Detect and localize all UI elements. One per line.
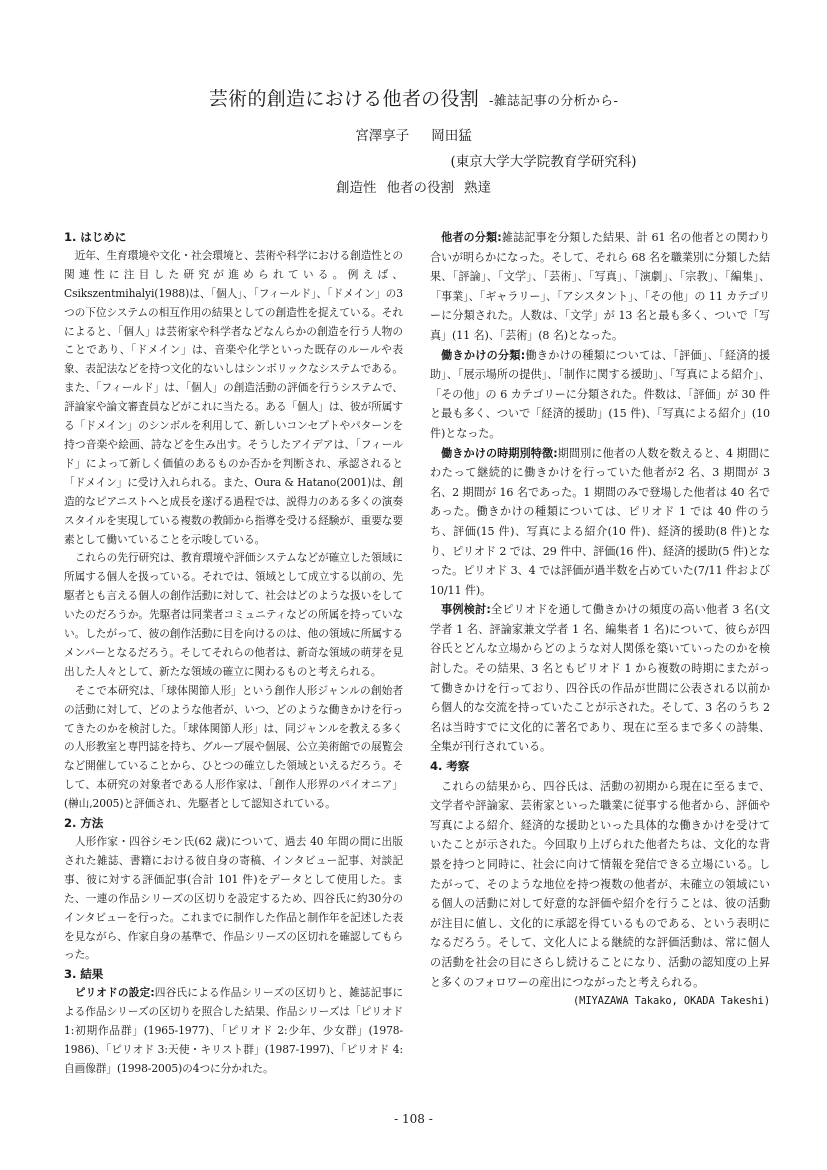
action-lead: 働きかけの分類: (441, 348, 526, 362)
keyword: 熟達 (464, 180, 491, 196)
period-paragraph (64, 984, 403, 1079)
section-heading-results: 3. 結果 (64, 967, 104, 982)
time-text: 期間別に他者の人数を数えると、4 期間にわたって継続的に働きかけを行っていた他者が2 名、3 期間が 3 名、2 期間が 16 名であった。1 期間のみで登場した他者は 40 名であった。働きかけの種類については、ピリオド 1 では 40 件のうち、評価(15 件)、写真による紹介(10 件)、経済的援助(8 件)となり、ピリオド 2 では、29 件中、評価(16 件)、経済的援助(5 件)となった。ピリオド 3、4 では評価が過半数を占めていた(7/11 件および 10/11 件)。 (430, 446, 770, 597)
action-paragraph (430, 346, 770, 444)
paper-title-line (0, 84, 827, 111)
keyword: 創造性 (336, 180, 377, 196)
intro-paragraph-3: そこで本研究は、「球体関節人形」という創作人形ジャンルの創始者の活動に対して、どのような他者が、いつ、どのような働きかけを行ってきたのかを検討した。「球体関節人形」は、同ジャンルを教える多くの人形教室と専門誌を持ち、グループ展や個展、公立美術館での展覧会など開催していることから、ひとつの確立した領域といえるだろう。そして、本研究の対象者である人形作家は、「創作人形界のパイオニア」(榊山,2005)と評価され、先駆者として認知されている。 (64, 683, 403, 811)
intro-paragraph-1: 近年、生育環境や文化・社会環境と、芸術や科学における創造性との関連性に注目した研究が進められている。例えば、Csikszentmihalyi(1988)は、「個人」、「フィールド」、「ドメイン」の3 つの下位システムの相互作用の結果としての創造性を捉えている。それによると、「個人」は芸術家や科学者などなんらかの創造を行う人物のことであり、「ドメイン」は、音楽や化学といった既存のルールや表象、表記法などを持つ文化的ないしはシンボリックなシステムである。また、「フィールド」は、「個人」の創造活動の評価を行うシステムで、評論家や論文審査員などがこれに当たる。ある「個人」は、彼が所属する「ドメイン」のシンボルを利用して、新しいコンセプトやパターンを持つ音楽や絵画、詩などを生み出す。そうしたアイデアは、「フィールド」によって新しく価値のあるものか否かを判断され、承認されると「ドメイン」に受け入れられる。また、Oura & Hatano(2001)は、創造的なピアニストへと成長を遂げる過程では、説得力のある多くの演奏スタイルを実現している複数の教師から指導を受ける経験が、重要な要素として働いていることを示唆している。 (64, 248, 403, 546)
action-text: 働きかけの種類については、「評価」、「経済的援助」、「展示場所の提供」、「制作に関する援助」、「写真による紹介」、「その他」の 6 カテゴリーに分類された。件数は、「評価」が 30 件と最も多く、ついで「経済的援助」(15 件)、「写真による紹介」(10 件)となった。 (430, 348, 770, 440)
author-name: 岡田猛 (431, 128, 472, 144)
section-heading-method: 2. 方法 (64, 816, 104, 831)
case-text: 全ピリオドを通して働きかけの頻度の高い他者 3 名(文学者 1 名、評論家兼文学者 1 名、編集者 1 名)について、彼らが四谷氏とどんな立場からどのような対人関係を築いていったのかを検討した。その結果、3 名ともピリオド 1 から複数の時期にまたがって働きかけを行っており、四谷氏の作品が世間に公表される以前から個人的な交流を持っていたことが示された。そして、3 名のうち 2 名は当時すでに文化的に著名であり、現在に至るまで多くの詩集、全集が刊行されている。 (430, 603, 770, 754)
case-paragraph (430, 600, 770, 757)
others-lead: 他者の分類: (441, 231, 502, 244)
author-signature: (MIYAZAWA Takako, OKADA Takeshi) (573, 995, 770, 1008)
page-number: - 108 - (394, 1112, 433, 1126)
others-paragraph (430, 228, 770, 346)
others-text: 雑誌記事を分類した結果、計 61 名の他者との関わり合いが明らかになった。そして、それら 68 名を職業別に分類した結果、「評論」、「文学」、「芸術」、「写真」、「演劇」、「宗教」、「編集」、「事業」、「ギャラリー」、「アシスタント」、「その他」の 11 カテゴリーに分類された。人数は、「文学」が 13 名と最も多く、ついで「写真」(11 名)、「芸術」(8 名)となった。 (430, 231, 770, 342)
discussion-paragraph: これらの結果から、四谷氏は、活動の初期から現在に至るまで、文学者や評論家、芸術家といった職業に従事する他者から、評価や写真による紹介、経済的な援助といった具体的な働きかけを受けていたことが示された。今回取り上げられた他者たちは、文化的な背景を持つと同時に、社会に向けて情報を発信できる立場にいる。したがって、そのような地位を持つ複数の他者が、未確立の領域にいる個人の活動に対して好意的な評価や紹介を行うことは、彼の活動が注目に値し、文化的に承認を得ているものである、という表明になるだろう。そして、文化人による継続的な評価活動は、常に個人の活動を社会の目にさらし続けることになり、活動の認知度の上昇と多くのフォロワーの産出につながったと考えられる。 (430, 779, 770, 989)
period-text: 四谷氏による作品シリーズの区切りと、雑誌記事による作品シリーズの区切りを照合した結果、作品シリーズは「ピリオド 1:初期作品群」(1965‐1977)、「ピリオド 2:少年、少女群」(1978‐1986)、「ピリオド 3:天使・キリスト群」(1987‐1997)、「ピリオド 4:自画像群」(1998‐2005)の4つに分かれた。 (64, 986, 404, 1075)
section-heading-discussion: 4. 考察 (430, 759, 470, 774)
paper-title: 芸術的創造における他者の役割 (208, 88, 480, 110)
right-column (430, 228, 770, 1012)
time-paragraph (430, 444, 770, 601)
period-lead: ピリオドの設定: (74, 986, 155, 1000)
intro-paragraph-2: これらの先行研究は、教育環境や評価システムなどが確立した領域に所属する個人を扱っている。それでは、領域として成立する以前の、先駆者とも言える個人の創作活動に対して、社会はどのような扱いをしていたのだろうか。先駆者は同業者コミュニティなどの所属を持っていない。したがって、彼の創作活動に目を向けるのは、他の領域に所属するメンバーとなるだろう。そしてそれらの他者は、新奇な領域の萌芽を見出した人々として、新たな領域の確立に関わるものと考えられる。 (64, 551, 403, 678)
time-lead: 働きかけの時期別特徴: (441, 446, 558, 460)
keyword: 他者の役割 (386, 180, 454, 196)
section-heading-intro: 1. はじめに (64, 230, 127, 244)
paper-subtitle: ‐雑誌記事の分析から‐ (489, 94, 619, 109)
keyword-list (0, 176, 827, 196)
case-lead: 事例検討: (441, 603, 491, 617)
left-column (64, 228, 403, 1079)
author-list (0, 124, 827, 144)
method-paragraph: 人形作家・四谷シモン氏(62 歳)について、過去 40 年間の間に出版された雑誌、書籍における彼自身の寄稿、インタビュー記事、対談記事、彼に対する評価記事(合計 101 件)をデータとして使用した。また、一連の作品シリーズの区切りを設定するため、四谷氏に約30分のインタビューを行った。これまでに制作した作品と制作年を記述した表を見ながら、作家自身の基準で、作品シリーズの区切れを確認してもらった。 (64, 835, 403, 962)
affiliation: (東京大学大学院教育学研究科) (450, 154, 637, 170)
author-name: 宮澤享子 (355, 128, 410, 144)
